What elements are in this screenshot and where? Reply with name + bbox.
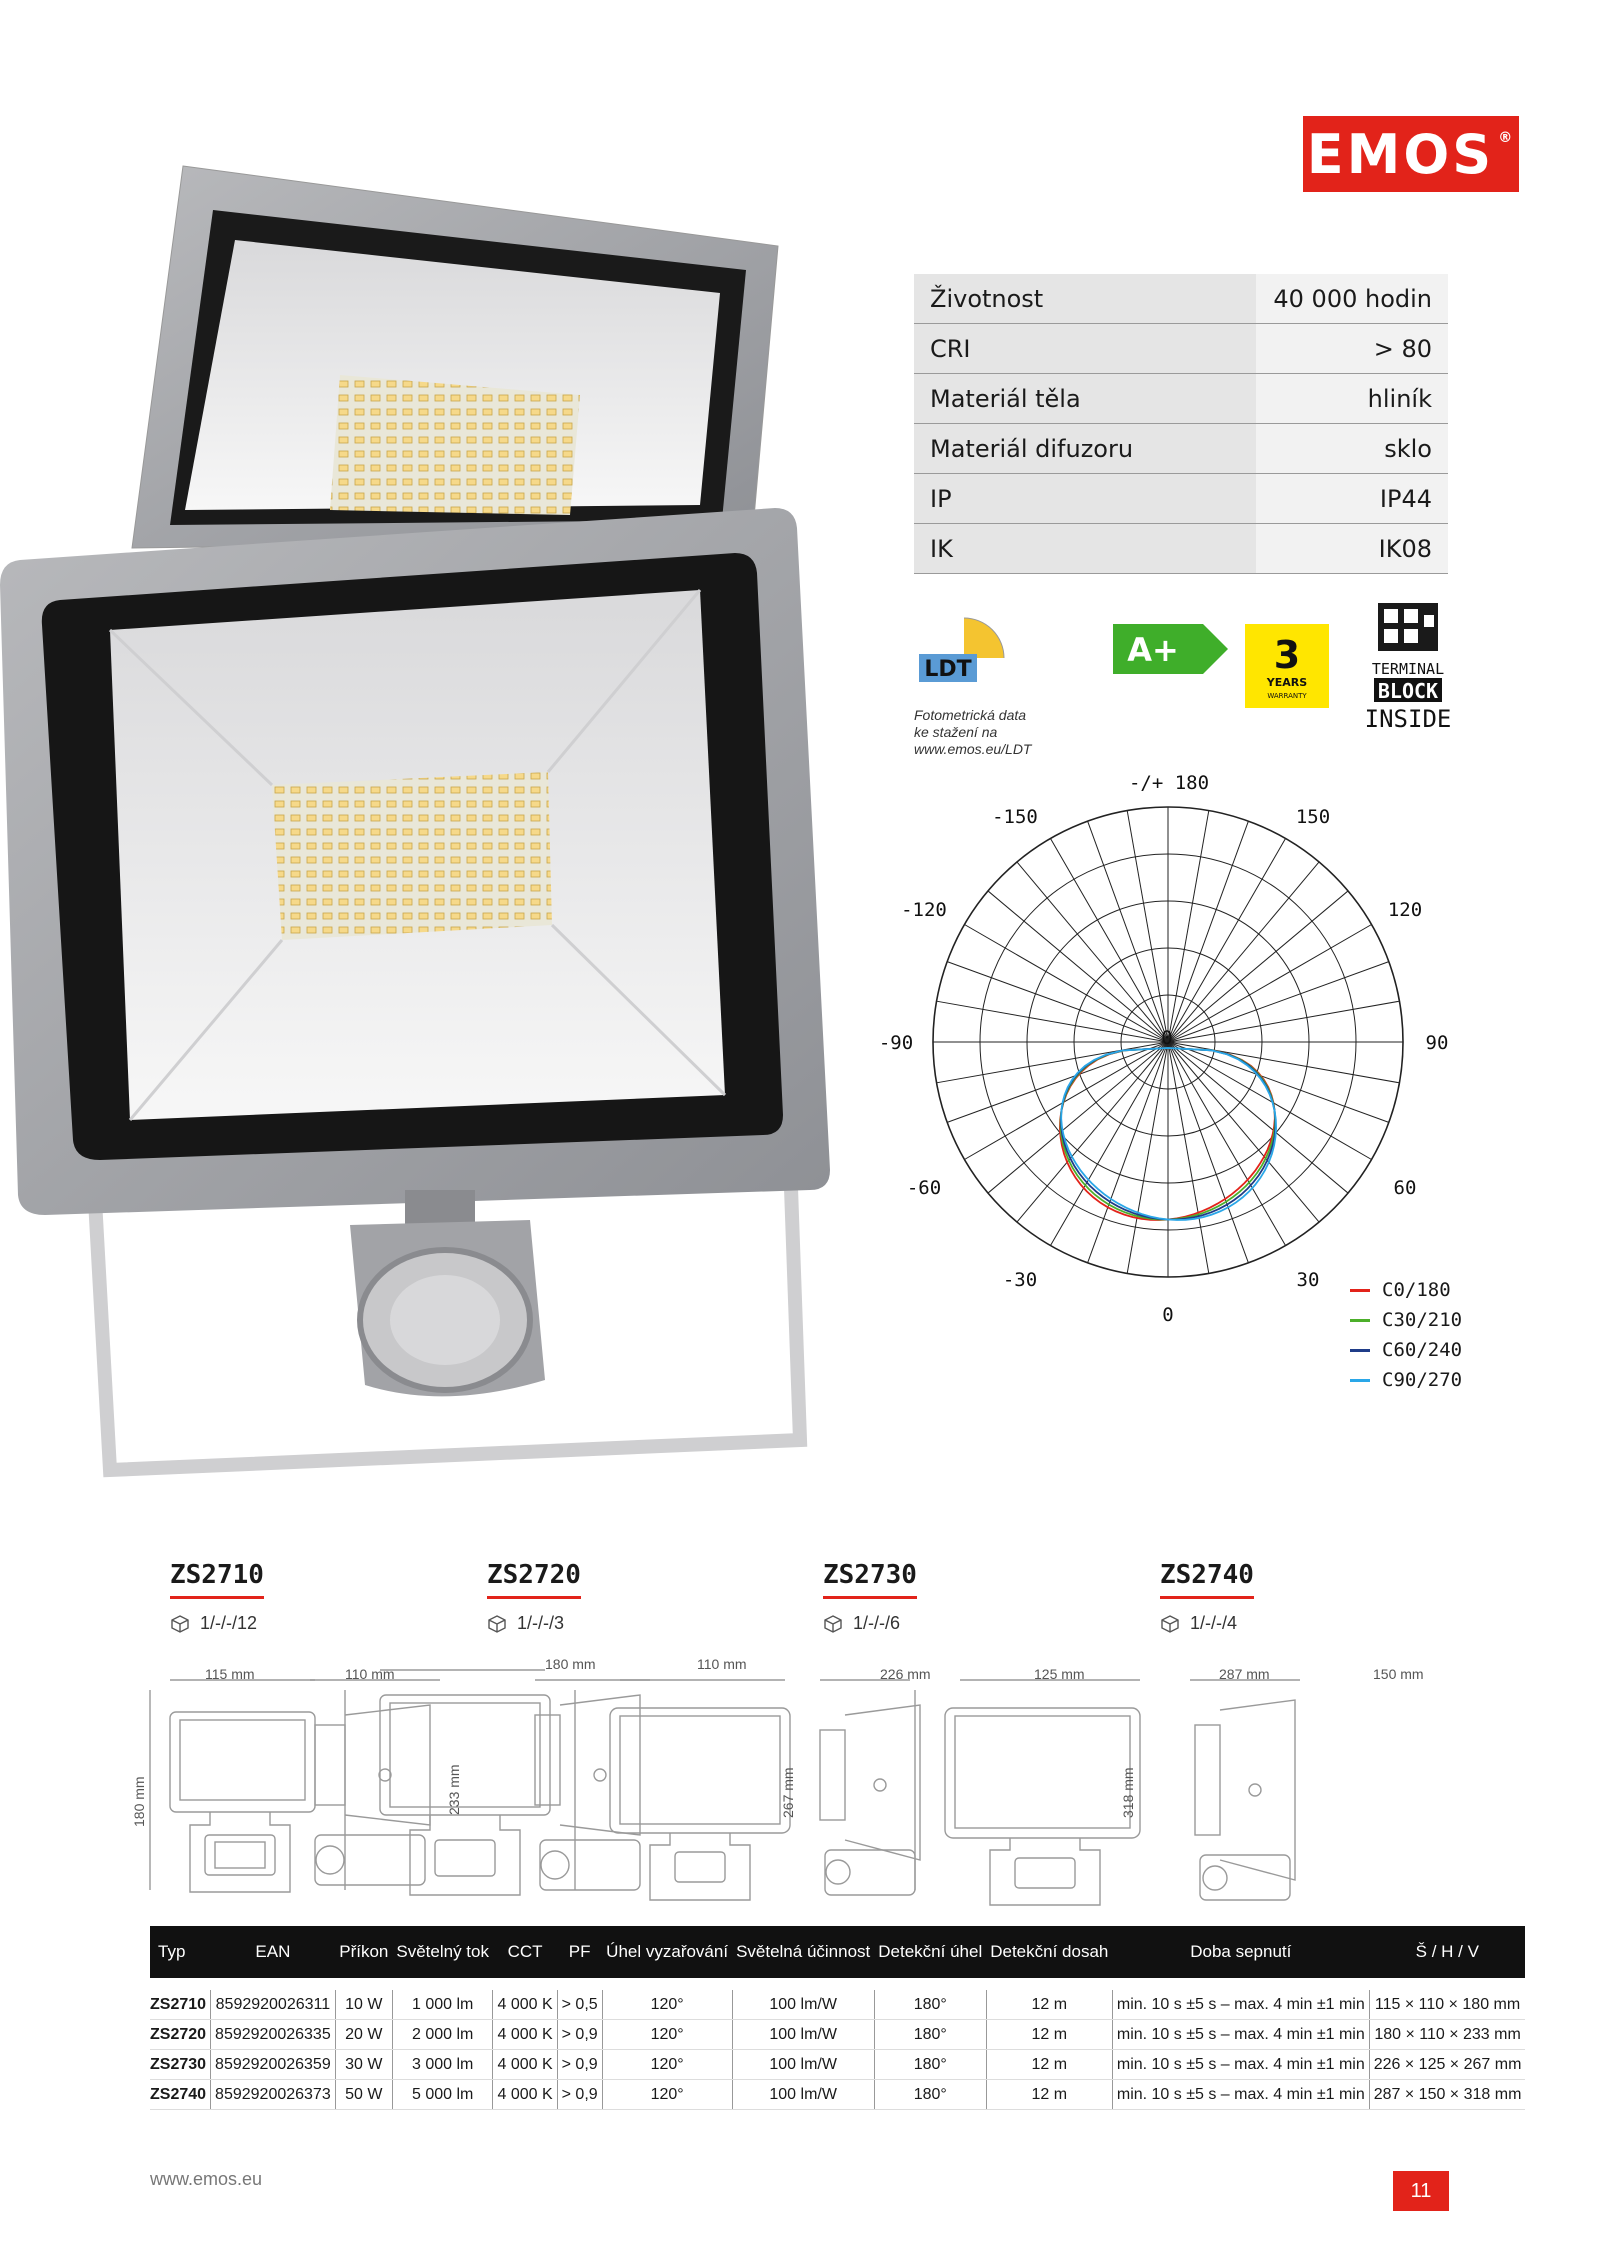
model-name: ZS2730 — [823, 1560, 917, 1599]
ldt-label: LDT — [924, 657, 972, 682]
spec-label: IP — [914, 474, 1256, 524]
model-zs2730 — [823, 1560, 917, 1634]
table-cell: > 0,9 — [557, 2020, 602, 2050]
logo-text: EMOS — [1306, 122, 1495, 186]
table-cell: 120° — [602, 2020, 732, 2050]
table-cell: 100 lm/W — [732, 2050, 874, 2080]
pack-text: 1/-/-/12 — [200, 1613, 258, 1633]
table-cell: 12 m — [986, 2080, 1112, 2110]
ldt-caption-line: ke stažení na — [914, 724, 998, 740]
polar-label-150: 150 — [1295, 806, 1331, 828]
table-cell: 287 × 150 × 318 mm — [1369, 2080, 1525, 2110]
col-header: Š / H / V — [1369, 1926, 1525, 1978]
spec-value: hliník — [1256, 374, 1448, 424]
col-header: Detekční úhel — [874, 1926, 986, 1978]
dim-height: 267 mm — [780, 1767, 796, 1818]
table-cell: > 0,9 — [557, 2080, 602, 2110]
table-cell: 8592920026311 — [211, 1990, 336, 2020]
table-cell: 12 m — [986, 2020, 1112, 2050]
table-cell: min. 10 s ±5 s – max. 4 min ±1 min — [1112, 2050, 1369, 2080]
model-pack — [823, 1613, 917, 1634]
warranty-text: WARRANTY — [1267, 692, 1307, 700]
legend-item — [1350, 1275, 1462, 1305]
spec-row — [914, 524, 1448, 574]
polar-label-30: 30 — [1296, 1269, 1320, 1291]
polar-label-60: 60 — [1393, 1177, 1417, 1199]
polar-label-neg60: -60 — [906, 1177, 942, 1199]
col-header: Světelná účinnost — [732, 1926, 874, 1978]
polar-label-neg30: -30 — [1002, 1269, 1038, 1291]
legend-swatch — [1350, 1289, 1370, 1292]
terminal-block-badge — [1364, 595, 1452, 750]
table-cell: 4 000 K — [493, 2050, 557, 2080]
dim-depth: 150 mm — [1373, 1666, 1424, 1682]
spec-label: Životnost — [914, 274, 1256, 324]
legend-item — [1350, 1365, 1462, 1395]
legend-label: C60/240 — [1382, 1339, 1463, 1361]
table-cell: 100 lm/W — [732, 1990, 874, 2020]
table-cell: 180° — [874, 1990, 986, 2020]
page-number: 11 — [1393, 2171, 1449, 2211]
spec-row — [914, 374, 1448, 424]
table-cell: ZS2720 — [150, 2020, 211, 2050]
dim-height: 318 mm — [1120, 1767, 1136, 1818]
pack-text: 1/-/-/6 — [853, 1613, 901, 1633]
energy-class-text: A+ — [1127, 631, 1179, 669]
polar-label-neg90: -90 — [878, 1032, 914, 1054]
col-header: Příkon — [335, 1926, 392, 1978]
table-row — [150, 2020, 1525, 2050]
legend-item — [1350, 1335, 1462, 1365]
col-header: Úhel vyzařování — [602, 1926, 732, 1978]
polar-label-180: -/+ 180 — [1128, 772, 1210, 794]
polar-label-neg150: -150 — [992, 806, 1038, 828]
terminal-line2: BLOCK — [1377, 679, 1439, 703]
table-cell: 226 × 125 × 267 mm — [1369, 2050, 1525, 2080]
spec-label: CRI — [914, 324, 1256, 374]
dim-height: 180 mm — [131, 1776, 147, 1827]
spec-value: sklo — [1256, 424, 1448, 474]
table-cell: ZS2710 — [150, 1990, 211, 2020]
box-icon — [487, 1614, 507, 1634]
footer-url[interactable]: www.emos.eu — [150, 2169, 263, 2189]
table-header-row — [150, 1926, 1525, 1978]
legend-swatch — [1350, 1319, 1370, 1322]
back-floodlight — [132, 166, 778, 548]
table-cell: 5 000 lm — [392, 2080, 493, 2110]
table-cell: 120° — [602, 1990, 732, 2020]
polar-legend — [1350, 1275, 1462, 1395]
legend-item — [1350, 1305, 1462, 1335]
table-cell: 8592920026373 — [211, 2080, 336, 2110]
dim-width: 180 mm — [545, 1656, 596, 1672]
spec-label: Materiál difuzoru — [914, 424, 1256, 474]
table-cell: 115 × 110 × 180 mm — [1369, 1990, 1525, 2020]
col-header: Detekční dosah — [986, 1926, 1112, 1978]
table-cell: 180° — [874, 2020, 986, 2050]
table-cell: min. 10 s ±5 s – max. 4 min ±1 min — [1112, 2020, 1369, 2050]
logo-registered: ® — [1498, 130, 1516, 146]
dim-depth: 110 mm — [697, 1656, 747, 1672]
table-cell: 20 W — [335, 2020, 392, 2050]
model-pack — [1160, 1613, 1254, 1634]
table-cell: 12 m — [986, 2050, 1112, 2080]
warranty-number: 3 — [1273, 633, 1301, 677]
table-cell: 4 000 K — [493, 1990, 557, 2020]
table-cell: 180° — [874, 2050, 986, 2080]
dim-width: 226 mm — [880, 1666, 931, 1682]
table-cell: min. 10 s ±5 s – max. 4 min ±1 min — [1112, 2080, 1369, 2110]
box-icon — [170, 1614, 190, 1634]
dim-height: 233 mm — [446, 1764, 462, 1815]
model-zs2720 — [487, 1560, 581, 1634]
spec-row — [914, 324, 1448, 374]
spec-label: Materiál těla — [914, 374, 1256, 424]
polar-label-neg120: -120 — [901, 899, 947, 921]
table-cell: 10 W — [335, 1990, 392, 2020]
box-icon — [1160, 1614, 1180, 1634]
table-cell: 4 000 K — [493, 2080, 557, 2110]
ldt-caption — [914, 707, 1114, 758]
model-name: ZS2710 — [170, 1560, 264, 1599]
model-name: ZS2740 — [1160, 1560, 1254, 1599]
energy-class-badge — [1113, 624, 1228, 674]
col-header: EAN — [211, 1926, 336, 1978]
model-zs2740 — [1160, 1560, 1254, 1634]
col-header: PF — [557, 1926, 602, 1978]
front-floodlight — [0, 508, 830, 1215]
table-row — [150, 1990, 1525, 2020]
ldt-badge-icon — [914, 608, 1014, 693]
legend-label: C0/180 — [1382, 1279, 1451, 1301]
table-cell: 1 000 lm — [392, 1990, 493, 2020]
pack-text: 1/-/-/4 — [1190, 1613, 1238, 1633]
col-header: Světelný tok — [392, 1926, 493, 1978]
table-cell: 4 000 K — [493, 2020, 557, 2050]
model-zs2710 — [170, 1560, 264, 1634]
table-cell: 8592920026335 — [211, 2020, 336, 2050]
terminal-line3: INSIDE — [1364, 705, 1452, 733]
legend-label: C90/270 — [1382, 1369, 1463, 1391]
table-row — [150, 2050, 1525, 2080]
table-cell: 180° — [874, 2080, 986, 2110]
polar-label-center: 0 — [1161, 1027, 1173, 1049]
polar-label-90: 90 — [1425, 1032, 1449, 1054]
table-row — [150, 2080, 1525, 2110]
model-pack — [487, 1613, 581, 1634]
legend-swatch — [1350, 1379, 1370, 1382]
polar-label-120: 120 — [1387, 899, 1423, 921]
ldt-caption-line: www.emos.eu/LDT — [914, 741, 1032, 757]
spec-row — [914, 274, 1448, 324]
emos-logo — [1303, 116, 1519, 192]
dim-width: 115 mm — [205, 1666, 255, 1682]
polar-label-bottom: 0 — [1162, 1304, 1174, 1326]
product-table — [150, 1926, 1525, 2110]
table-cell: 50 W — [335, 2080, 392, 2110]
spec-value: IK08 — [1256, 524, 1448, 574]
pack-text: 1/-/-/3 — [517, 1613, 565, 1633]
table-cell: 100 lm/W — [732, 2080, 874, 2110]
spec-table — [914, 274, 1448, 574]
spec-value: 40 000 hodin — [1256, 274, 1448, 324]
col-header: Typ — [150, 1926, 211, 1978]
table-body — [150, 1978, 1525, 2110]
spec-value: > 80 — [1256, 324, 1448, 374]
table-cell: ZS2730 — [150, 2050, 211, 2080]
dim-depth: 125 mm — [1034, 1666, 1085, 1682]
spec-value: IP44 — [1256, 474, 1448, 524]
spec-row — [914, 424, 1448, 474]
model-name: ZS2720 — [487, 1560, 581, 1599]
polar-chart — [900, 780, 1460, 1320]
table-cell: > 0,9 — [557, 2050, 602, 2080]
table-cell: min. 10 s ±5 s – max. 4 min ±1 min — [1112, 1990, 1369, 2020]
col-header: CCT — [493, 1926, 557, 1978]
table-cell: 120° — [602, 2050, 732, 2080]
table-cell: 120° — [602, 2080, 732, 2110]
table-cell: 12 m — [986, 1990, 1112, 2020]
col-header: Doba sepnutí — [1112, 1926, 1369, 1978]
table-cell: 3 000 lm — [392, 2050, 493, 2080]
table-cell: > 0,5 — [557, 1990, 602, 2020]
spec-label: IK — [914, 524, 1256, 574]
ldt-caption-line: Fotometrická data — [914, 707, 1027, 723]
warranty-badge — [1245, 624, 1329, 708]
table-cell: 100 lm/W — [732, 2020, 874, 2050]
spec-row — [914, 474, 1448, 524]
dim-depth: 110 mm — [345, 1666, 395, 1682]
legend-label: C30/210 — [1382, 1309, 1463, 1331]
box-icon — [823, 1614, 843, 1634]
table-cell: 2 000 lm — [392, 2020, 493, 2050]
table-cell: 8592920026359 — [211, 2050, 336, 2080]
warranty-years: YEARS — [1266, 676, 1308, 689]
product-photo — [0, 160, 840, 1500]
motion-sensor — [350, 1190, 545, 1396]
dim-width: 287 mm — [1219, 1666, 1270, 1682]
table-cell: 180 × 110 × 233 mm — [1369, 2020, 1525, 2050]
legend-swatch — [1350, 1349, 1370, 1352]
model-pack — [170, 1613, 264, 1634]
table-cell: ZS2740 — [150, 2080, 211, 2110]
terminal-line1: TERMINAL — [1371, 660, 1445, 678]
table-cell: 30 W — [335, 2050, 392, 2080]
